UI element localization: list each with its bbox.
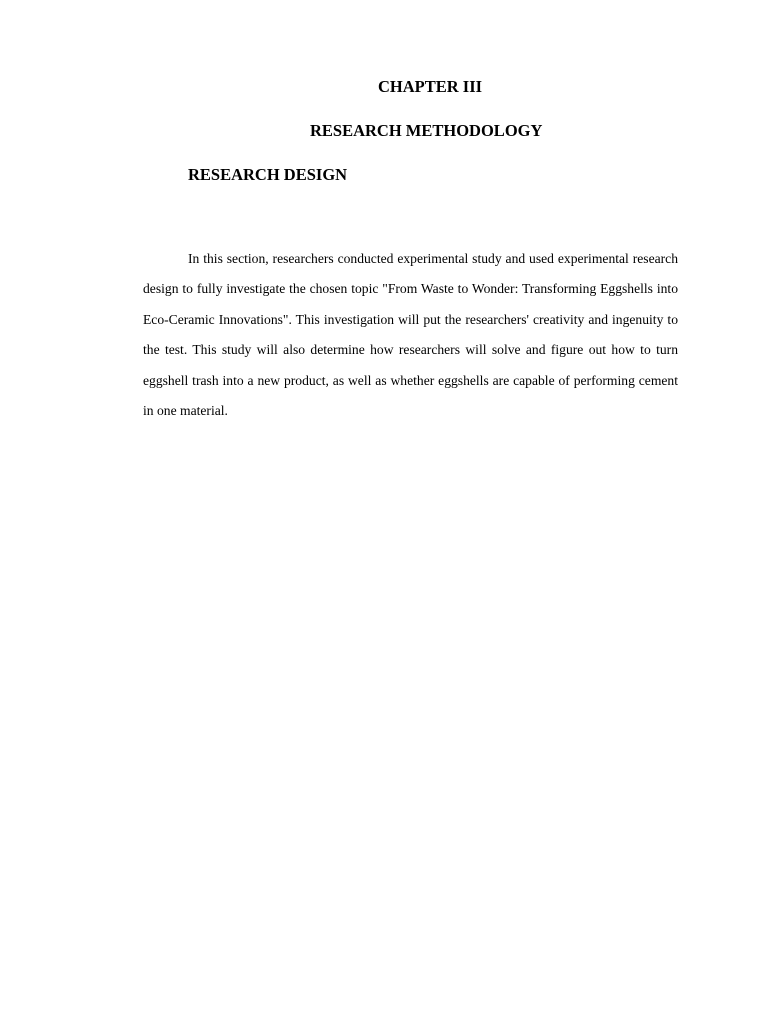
body-paragraph: In this section, researchers conducted experimental study and used experimental research design to fully investigate the chosen topic "From Waste to Wonder: Transforming Eggshells into Eco-Ceramic Innovations". This investigation will put the researchers' creativity and ingenuity to the test. This study will also determine how researchers will solve and figure out how to turn eggshell trash into a new product, as well as whether eggshells are capable of performing cement in one material. bbox=[143, 251, 678, 419]
subsection-heading: RESEARCH DESIGN bbox=[188, 165, 348, 184]
section-title: RESEARCH METHODOLOGY bbox=[310, 121, 543, 140]
chapter-heading: CHAPTER III bbox=[378, 77, 483, 96]
